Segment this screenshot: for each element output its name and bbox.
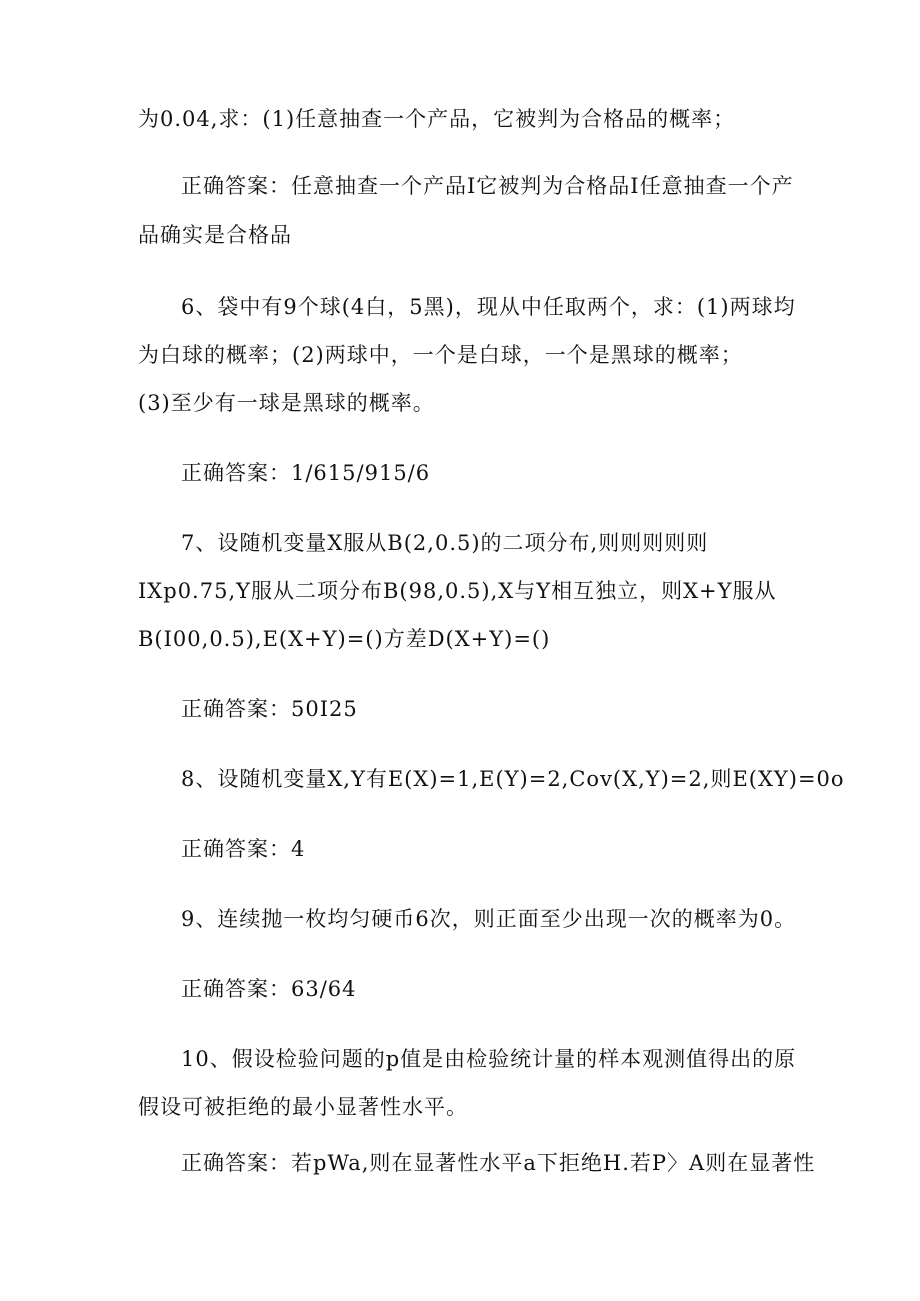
question-6-line-2: 为白球的概率；(2)两球中，一个是白球，一个是黑球的概率； — [138, 343, 743, 367]
answer-5-line-1: 正确答案：任意抽查一个产品I它被判为合格品I任意抽查一个产 — [181, 174, 794, 198]
question-10-line-2: 假设可被拒绝的最小显著性水平。 — [138, 1095, 468, 1119]
question-6-line-1: 6、袋中有9个球(4白，5黑)，现从中任取两个，求：(1)两球均 — [181, 295, 796, 319]
answer-6: 正确答案：1/615/915/6 — [181, 461, 431, 485]
question-7-line-2: IXp0.75,Y服从二项分布B(98,0.5),X与Y相互独立，则X+Y服从 — [138, 579, 777, 603]
answer-10: 正确答案：若pWa,则在显著性水平a下拒绝H.若P〉A则在显著性 — [181, 1151, 816, 1175]
question-7-line-1: 7、设随机变量X服从B(2,0.5)的二项分布,则则则则则 — [181, 531, 709, 555]
question-6-line-3: (3)至少有一球是黑球的概率。 — [138, 391, 435, 415]
question-9: 9、连续抛一枚均匀硬币6次，则正面至少出现一次的概率为0。 — [181, 907, 797, 931]
question-10-line-1: 10、假设检验问题的p值是由检验统计量的样本观测值得出的原 — [181, 1047, 797, 1071]
answer-9: 正确答案：63/64 — [181, 977, 357, 1001]
question-8: 8、设随机变量X,Y有E(X)=1,E(Y)=2,Cov(X,Y)=2,则E(XY)=0o — [181, 767, 845, 791]
question-7-line-3: B(I00,0.5),E(X+Y)=()方差D(X+Y)=() — [138, 627, 551, 651]
question-5-continuation: 为0.04,求：(1)任意抽查一个产品，它被判为合格品的概率； — [138, 107, 736, 131]
answer-8: 正确答案：4 — [181, 837, 306, 861]
answer-5-line-2: 品确实是合格品 — [138, 223, 292, 247]
answer-7: 正确答案：50I25 — [181, 697, 358, 721]
